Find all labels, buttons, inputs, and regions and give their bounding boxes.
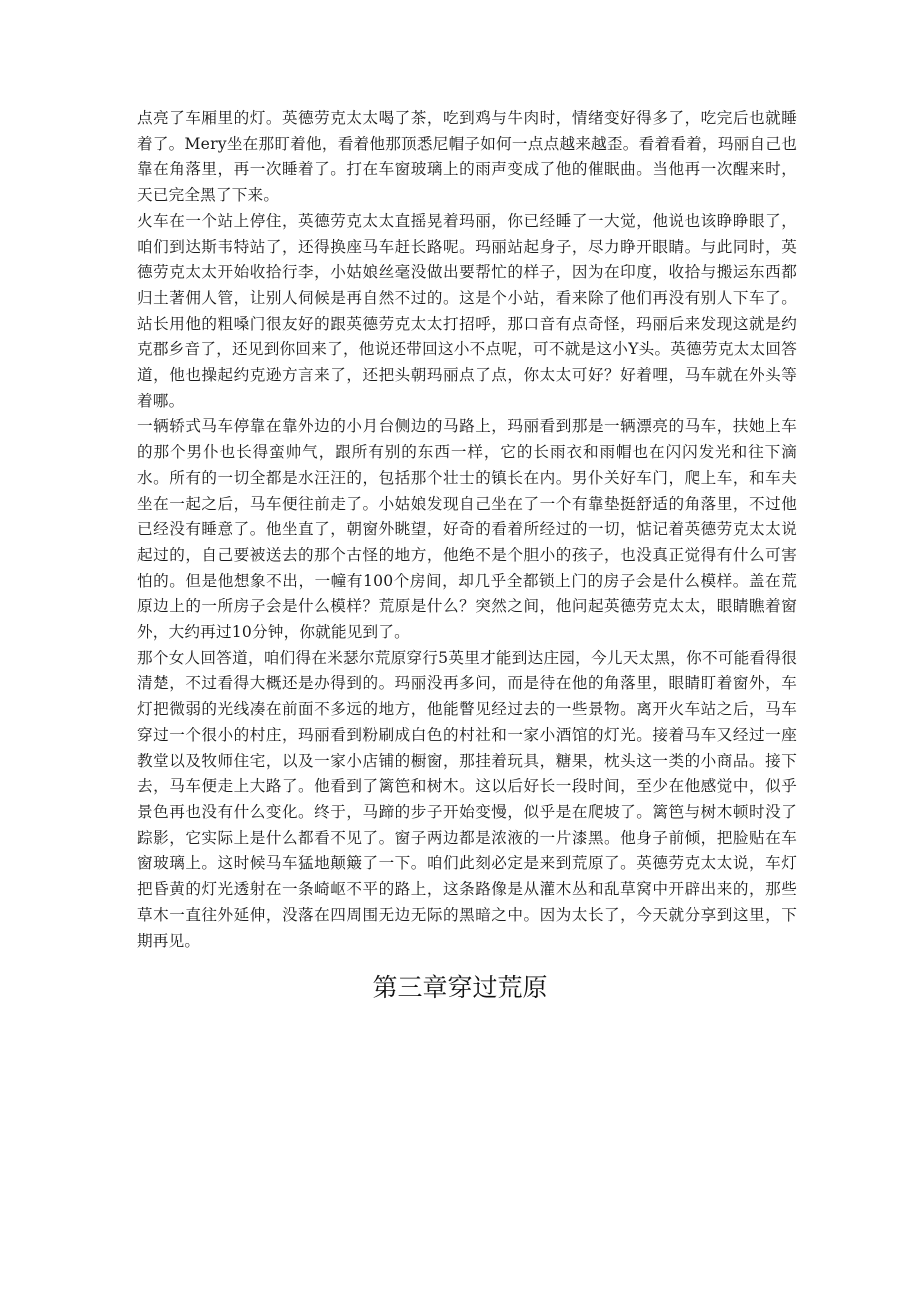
paragraph-2: 火车在一个站上停住，英德劳克太太直摇晃着玛丽，你已经睡了一大觉，他说也该睁睁眼了，咱们到达斯韦特站了，还得换座马车赶长路呢。玛丽站起身子，尽力睁开眼睛。与此同时，英德劳克太太开始收拾行李，小姑娘丝毫没做出要帮忙的样子，因为在印度，收拾与搬运东西都归土著佣人管，让别人伺候是再自然不过的。这是个小站，看来除了他们再没有别人下车了。站长用他的粗嗓门很友好的跟英德劳克太太打招呼，那口音有点奇怪，玛丽后来发现这就是约克郡乡音了，还见到你回来了，他说还带回这小不点呢，可不就是这小Y头。英德劳克太太回答道，他也操起约克逊方言来了，还把头朝玛丽点了点，你太太可好？好着哩，马车就在外头等着哪。 <box>137 211 797 410</box>
chapter-title: 第三章穿过荒原 <box>372 973 548 1002</box>
paragraph-1: 点亮了车厢里的灯。英德劳克太太喝了茶，吃到鸡与牛肉时，情绪变好得多了，吃完后也就睡着了。Mery坐在那盯着他，看着他那顶悉尼帽子如何一点点越来越歪。看着看着，玛丽自己也靠在角落里，再一次睡着了。打在车窗玻璃上的雨声变成了他的催眠曲。当他再一次醒来时，天已完全黑了下来。 <box>137 109 797 205</box>
paragraph-4: 那个女人回答道，咱们得在米瑟尔荒原穿行5英里才能到达庄园，今儿天太黑，你不可能看得很清楚，不过看得大概还是办得到的。玛丽没再多问，而是待在他的角落里，眼睛盯着窗外，车灯把微弱的光线凑在前面不多远的地方，他能瞥见经过去的一些景物。离开火车站之后，马车穿过一个很小的村庄，玛丽看到粉刷成白色的村社和一家小酒馆的灯光。接着马车又经过一座教堂以及牧师住宅，以及一家小店铺的橱窗，那挂着玩具，糖果，枕头这一类的小商品。接下去，马车便走上大路了。他看到了篱笆和树木。这以后好长一段时间，至少在他感觉中，似乎景色再也没有什么变化。终于，马蹄的步子开始变慢，似乎是在爬坡了。篱笆与树木顿时没了踪影，它实际上是什么都看不见了。窗子两边都是浓液的一片漆黑。他身子前倾，把脸贴在车窗玻璃上。这时候马车猛地颠簸了一下。咱们此刻必定是来到荒原了。英德劳克太太说，车灯把昏黄的灯光透射在一条崎岖不平的路上，这条路像是从灌木丛和乱草窝中开辟出来的，那些草木一直往外延伸，没落在四周围无边无际的黑暗之中。因为太长了，今天就分享到这里，下期再见。 <box>137 648 797 950</box>
paragraph-3: 一辆轿式马车停靠在靠外边的小月台侧边的马路上，玛丽看到那是一辆漂亮的马车，扶她上车的那个男仆也长得蛮帅气，跟所有别的东西一样，它的长雨衣和雨帽也在闪闪发光和往下滴水。所有的一切全都是水汪汪的，包括那个壮士的镇长在内。男仆关好车门，爬上车，和车夫坐在一起之后，马车便往前走了。小姑娘发现自己坐在了一个有靠垫挺舒适的角落里，不过他已经没有睡意了。他坐直了，朝窗外眺望，好奇的看着所经过的一切，惦记着英德劳克太太说起过的，自己要被送去的那个古怪的地方，他绝不是个胆小的孩子，也没真正觉得有什么可害怕的。但是他想象不出，一幢有100个房间，却几乎全都锁上门的房子会是什么模样。盖在荒原边上的一所房子会是什么模样？荒原是什么？突然之间，他问起英德劳克太太，眼睛瞧着窗外，大约再过10分钟，你就能见到了。 <box>137 417 797 642</box>
body-text <box>137 106 797 954</box>
